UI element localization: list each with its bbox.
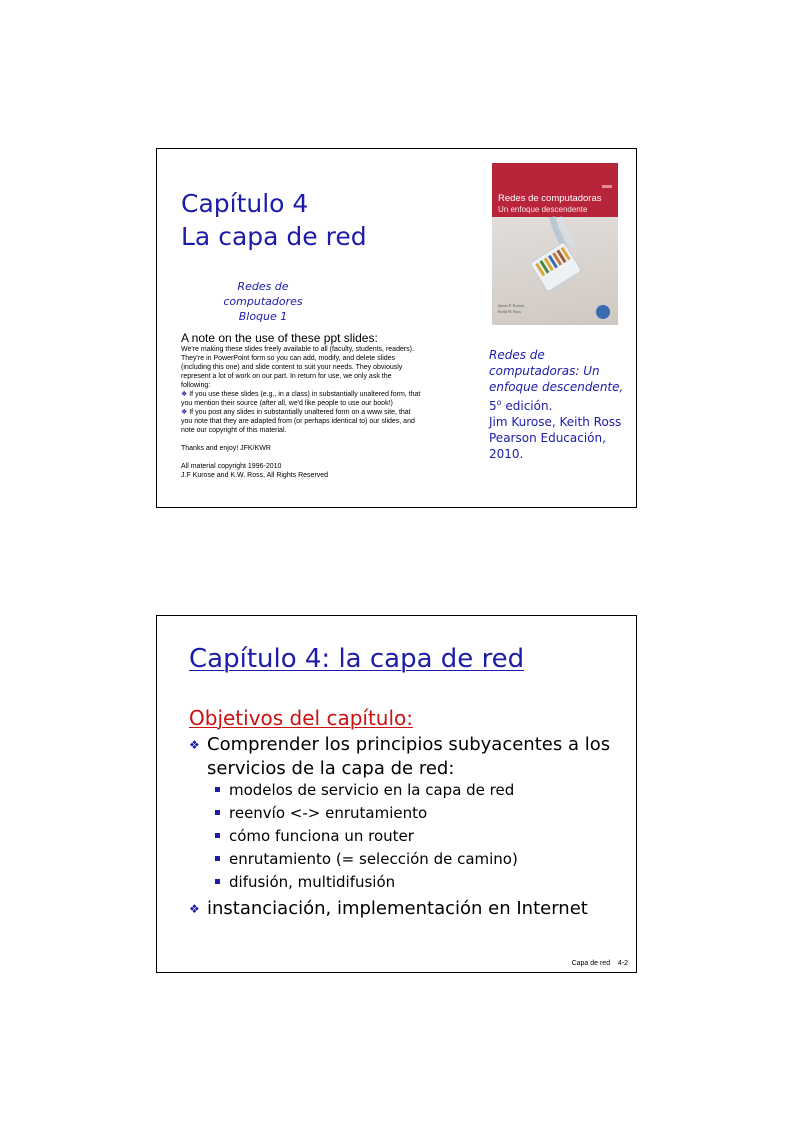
diamond-bullet-icon: ❖	[181, 409, 188, 416]
bullet-line-1: Comprender los principios subyacentes a los	[207, 734, 611, 755]
book-cover-title: Redes de computadoras	[498, 193, 602, 204]
caption-line: computadoras: Un	[489, 364, 600, 378]
caption-line: enfoque descendente,	[489, 380, 624, 394]
network-cable-icon	[492, 163, 618, 325]
square-bullet-icon	[215, 810, 220, 815]
sub-bullet-item: cómo funciona un router	[215, 826, 414, 846]
usage-note-line: following:	[181, 382, 211, 389]
usage-note-line: you note that they are adapted from (or perhaps identical to) our slides, and	[181, 418, 415, 425]
square-bullet-icon	[215, 856, 220, 861]
slide-2	[156, 615, 637, 973]
caption-line: Redes de	[489, 348, 545, 362]
usage-note-line: represent a lot of work on our part. In return for use, we only ask the	[181, 373, 392, 380]
bullet-item	[189, 897, 627, 921]
book-cover-subtitle: Un enfoque descendente	[498, 205, 588, 214]
sub-bullet-item: difusión, multidifusión	[215, 872, 395, 892]
bullet-line-2: servicios de la capa de red:	[207, 758, 455, 779]
book-cover-image	[492, 163, 618, 325]
page-number: 4-2	[617, 960, 628, 967]
usage-note-line: you mention their source (after all, we'd like people to use our book!)	[181, 400, 393, 407]
subtitle-line-1: Redes de computadores	[223, 280, 303, 308]
usage-note-line: We're making these slides freely available to all (faculty, students, readers).	[181, 346, 414, 353]
subtitle-line-2: Bloque 1	[238, 310, 288, 323]
usage-note-line: (including this one) and slide content to suit your needs. They obviously	[181, 364, 403, 371]
title-line-1: Capítulo 4	[181, 189, 309, 218]
footer-label: Capa de red	[571, 960, 611, 967]
usage-note-heading: A note on the use of these ppt slides:	[181, 331, 378, 345]
objectives-heading: Objetivos del capítulo:	[189, 706, 414, 730]
square-bullet-icon	[215, 833, 220, 838]
book-cover-authors: James F. Kurose Keith W. Ross	[498, 303, 525, 314]
caption-authors: Jim Kurose, Keith Ross	[489, 415, 622, 429]
title-line-2: La capa de red	[181, 222, 367, 251]
slide-1-title	[181, 187, 367, 253]
slide-1	[156, 148, 637, 508]
usage-note-line: If you use these slides (e.g., in a class) in substantially unaltered form, that	[189, 391, 421, 398]
slide-2-title: Capítulo 4: la capa de red	[189, 644, 525, 674]
caption-edition: 5$^o$ edición.	[489, 398, 553, 413]
copyright-line-2: J.F Kurose and K.W. Ross, All Rights Reserved	[181, 472, 329, 479]
sub-bullet-item: reenvío <-> enrutamiento	[215, 803, 427, 823]
caption-year: 2010.	[489, 447, 524, 461]
sub-bullet-item: modelos de servicio en la capa de red	[215, 780, 514, 800]
caption-publisher: Pearson Educación,	[489, 431, 606, 445]
diamond-bullet-icon: ❖	[189, 738, 200, 752]
square-bullet-icon	[215, 879, 220, 884]
diamond-bullet-icon: ❖	[181, 391, 188, 398]
slide-1-subtitle	[197, 279, 329, 324]
usage-note-line: They're in PowerPoint form so you can add, modify, and delete slides	[181, 355, 396, 362]
copyright-line-1: All material copyright 1996-2010	[181, 463, 282, 470]
slide-footer	[572, 960, 628, 967]
book-caption	[489, 347, 629, 462]
thanks-line: Thanks and enjoy! JFK/KWR	[181, 445, 271, 452]
sub-bullet-item: enrutamiento (= selección de camino)	[215, 849, 518, 869]
usage-note-line: If you post any slides in substantially unaltered form on a www site, that	[189, 409, 411, 416]
bullet-line: instanciación, implementación en Internet	[207, 898, 588, 919]
usage-note	[181, 331, 461, 480]
square-bullet-icon	[215, 787, 220, 792]
usage-note-line: note our copyright of this material.	[181, 427, 287, 434]
publisher-logo-icon	[596, 305, 610, 319]
diamond-bullet-icon: ❖	[189, 902, 200, 916]
bullet-item	[189, 733, 627, 781]
